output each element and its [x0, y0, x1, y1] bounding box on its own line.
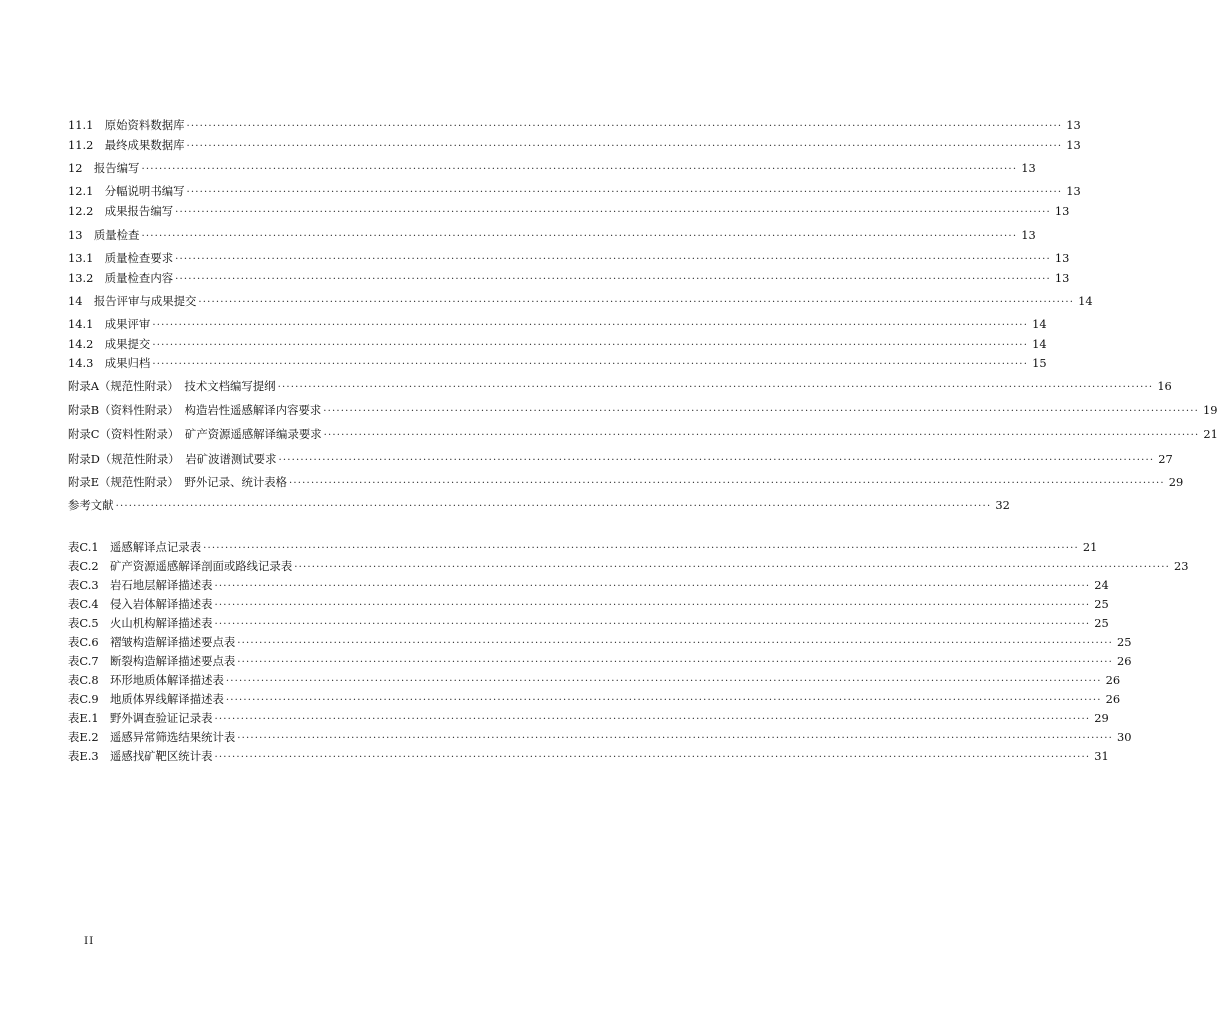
- entry-title: 表C.2 矿产资源遥感解译剖面或路线记录表: [68, 559, 293, 573]
- entry-title: 12.1 分幅说明书编写: [68, 184, 185, 198]
- entry-title: 附录A（规范性附录） 技术文档编写提纲: [68, 379, 276, 393]
- dot-leader: ........................................................................................................................................................................................................: [277, 379, 1154, 390]
- toc-entry[interactable]: [68, 160, 1036, 176]
- entry-title: 14.2 成果提交: [68, 337, 151, 351]
- dot-leader: ........................................................................................................................................................................................................: [198, 294, 1075, 305]
- toc-entry[interactable]: [68, 183, 1081, 199]
- dot-leader: ........................................................................................................................................................................................................: [214, 711, 1091, 722]
- dot-leader: ........................................................................................................................................................................................................: [152, 317, 1029, 328]
- entry-title: 表E.1 野外调查验证记录表: [68, 711, 213, 725]
- entry-page-number: 30: [1117, 730, 1132, 744]
- entry-title: 表C.8 环形地质体解译描述表: [68, 673, 224, 687]
- toc-entry[interactable]: [68, 451, 1173, 467]
- entry-title: 12 报告编写: [68, 161, 140, 175]
- entry-page-number: 24: [1094, 578, 1109, 592]
- entry-page-number: 13: [1066, 138, 1081, 152]
- entry-page-number: 13: [1066, 184, 1081, 198]
- dot-leader: ........................................................................................................................................................................................................: [294, 559, 1170, 570]
- table-list-entry[interactable]: [68, 748, 1109, 764]
- entry-page-number: 29: [1094, 711, 1109, 725]
- dot-leader: ........................................................................................................................................................................................................: [175, 204, 1051, 215]
- entry-page-number: 14: [1032, 337, 1047, 351]
- entry-page-number: 26: [1105, 692, 1121, 706]
- dot-leader: ........................................................................................................................................................................................................: [214, 597, 1091, 608]
- toc-entry[interactable]: [68, 336, 1047, 352]
- entry-page-number: 21: [1082, 540, 1098, 554]
- entry-page-number: 13: [1021, 161, 1036, 175]
- entry-title: 表E.3 遥感找矿靶区统计表: [68, 749, 213, 763]
- dot-leader: ........................................................................................................................................................................................................: [115, 498, 992, 509]
- entry-title: 附录C（资料性附录） 矿产资源遥感解译编录要求: [68, 427, 322, 441]
- toc-entry[interactable]: [68, 497, 1010, 513]
- dot-leader: ........................................................................................................................................................................................................: [214, 578, 1091, 589]
- table-list-entry[interactable]: [68, 577, 1109, 593]
- entry-page-number: 15: [1032, 356, 1047, 370]
- dot-leader: ........................................................................................................................................................................................................: [323, 427, 1200, 438]
- toc-entry[interactable]: [68, 203, 1070, 219]
- dot-leader: ........................................................................................................................................................................................................: [152, 337, 1029, 348]
- dot-leader: ........................................................................................................................................................................................................: [237, 730, 1114, 741]
- entry-title: 表C.7 断裂构造解译描述要点表: [68, 654, 236, 668]
- table-list-entry[interactable]: [68, 653, 1132, 669]
- toc-entry[interactable]: [68, 250, 1070, 266]
- entry-page-number: 27: [1158, 452, 1173, 466]
- table-list-entry[interactable]: [68, 672, 1121, 688]
- dot-leader: ........................................................................................................................................................................................................: [237, 654, 1114, 665]
- table-list-entry[interactable]: [68, 558, 1189, 574]
- toc-entry[interactable]: [68, 137, 1081, 153]
- entry-title: 表C.6 褶皱构造解译描述要点表: [68, 635, 236, 649]
- table-list-entry[interactable]: [68, 634, 1132, 650]
- toc-entry[interactable]: [68, 355, 1047, 371]
- table-list-entry[interactable]: [68, 729, 1132, 745]
- entry-page-number: 25: [1094, 616, 1109, 630]
- table-list-entry[interactable]: [68, 691, 1121, 707]
- entry-title: 13.1 质量检查要求: [68, 251, 174, 265]
- entry-page-number: 32: [995, 498, 1010, 512]
- table-list-entry[interactable]: [68, 596, 1109, 612]
- toc-entry[interactable]: [68, 474, 1184, 490]
- dot-leader: ........................................................................................................................................................................................................: [152, 356, 1029, 367]
- toc-entry[interactable]: [68, 426, 1218, 442]
- dot-leader: ........................................................................................................................................................................................................: [237, 635, 1114, 646]
- entry-title: 13.2 质量检查内容: [68, 271, 174, 285]
- entry-title: 表C.9 地质体界线解译描述表: [68, 692, 224, 706]
- dot-leader: ........................................................................................................................................................................................................: [175, 251, 1051, 262]
- table-list-entry[interactable]: [68, 615, 1109, 631]
- dot-leader: ........................................................................................................................................................................................................: [225, 673, 1102, 684]
- dot-leader: ........................................................................................................................................................................................................: [141, 161, 1018, 172]
- entry-title: 13 质量检查: [68, 228, 140, 242]
- toc-entry[interactable]: [68, 378, 1172, 394]
- toc-entry[interactable]: [68, 316, 1047, 332]
- entry-title: 附录D（规范性附录） 岩矿波谱测试要求: [68, 452, 277, 466]
- entry-title: 表C.3 岩石地层解译描述表: [68, 578, 213, 592]
- entry-title: 表C.5 火山机构解译描述表: [68, 616, 213, 630]
- toc-entry[interactable]: [68, 227, 1036, 243]
- entry-title: 附录B（资料性附录） 构造岩性遥感解译内容要求: [68, 403, 322, 417]
- entry-title: 参考文献: [68, 498, 114, 512]
- toc-entry[interactable]: [68, 270, 1070, 286]
- entry-page-number: 14: [1078, 294, 1093, 308]
- toc-entry[interactable]: [68, 117, 1081, 133]
- dot-leader: ........................................................................................................................................................................................................: [278, 452, 1155, 463]
- dot-leader: ........................................................................................................................................................................................................: [289, 475, 1165, 486]
- page-number: II: [84, 935, 95, 947]
- dot-leader: ........................................................................................................................................................................................................: [141, 228, 1018, 239]
- entry-title: 14.1 成果评审: [68, 317, 151, 331]
- entry-page-number: 19: [1203, 403, 1218, 417]
- entry-title: 表C.4 侵入岩体解译描述表: [68, 597, 213, 611]
- entry-page-number: 14: [1032, 317, 1047, 331]
- entry-page-number: 26: [1105, 673, 1121, 687]
- entry-page-number: 29: [1168, 475, 1184, 489]
- entry-page-number: 16: [1157, 379, 1172, 393]
- entry-title: 表E.2 遥感异常筛选结果统计表: [68, 730, 236, 744]
- entry-page-number: 13: [1066, 118, 1081, 132]
- dot-leader: ........................................................................................................................................................................................................: [186, 138, 1063, 149]
- entry-page-number: 23: [1173, 559, 1189, 573]
- entry-title: 14.3 成果归档: [68, 356, 151, 370]
- dot-leader: ........................................................................................................................................................................................................: [225, 692, 1102, 703]
- entry-title: 11.2 最终成果数据库: [68, 138, 185, 152]
- entry-page-number: 13: [1054, 271, 1070, 285]
- entry-page-number: 26: [1117, 654, 1132, 668]
- dot-leader: ........................................................................................................................................................................................................: [214, 616, 1091, 627]
- table-list-entry[interactable]: [68, 710, 1109, 726]
- entry-title: 附录E（规范性附录） 野外记录、统计表格: [68, 475, 288, 489]
- entry-page-number: 25: [1117, 635, 1132, 649]
- toc-entry[interactable]: [68, 293, 1093, 309]
- dot-leader: ........................................................................................................................................................................................................: [323, 403, 1200, 414]
- entry-page-number: 13: [1054, 251, 1070, 265]
- entry-title: 14 报告评审与成果提交: [68, 294, 197, 308]
- dot-leader: ........................................................................................................................................................................................................: [175, 271, 1051, 282]
- entry-title: 11.1 原始资料数据库: [68, 118, 185, 132]
- entry-title: 12.2 成果报告编写: [68, 204, 174, 218]
- toc-entry[interactable]: [68, 402, 1218, 418]
- dot-leader: ........................................................................................................................................................................................................: [186, 118, 1063, 129]
- dot-leader: ........................................................................................................................................................................................................: [203, 540, 1079, 551]
- entry-page-number: 25: [1094, 597, 1109, 611]
- entry-page-number: 31: [1094, 749, 1109, 763]
- entry-page-number: 21: [1203, 427, 1218, 441]
- dot-leader: ........................................................................................................................................................................................................: [214, 749, 1091, 760]
- dot-leader: ........................................................................................................................................................................................................: [186, 184, 1063, 195]
- entry-page-number: 13: [1054, 204, 1070, 218]
- entry-page-number: 13: [1021, 228, 1036, 242]
- entry-title: 表C.1 遥感解译点记录表: [68, 540, 202, 554]
- table-list-entry[interactable]: [68, 539, 1098, 555]
